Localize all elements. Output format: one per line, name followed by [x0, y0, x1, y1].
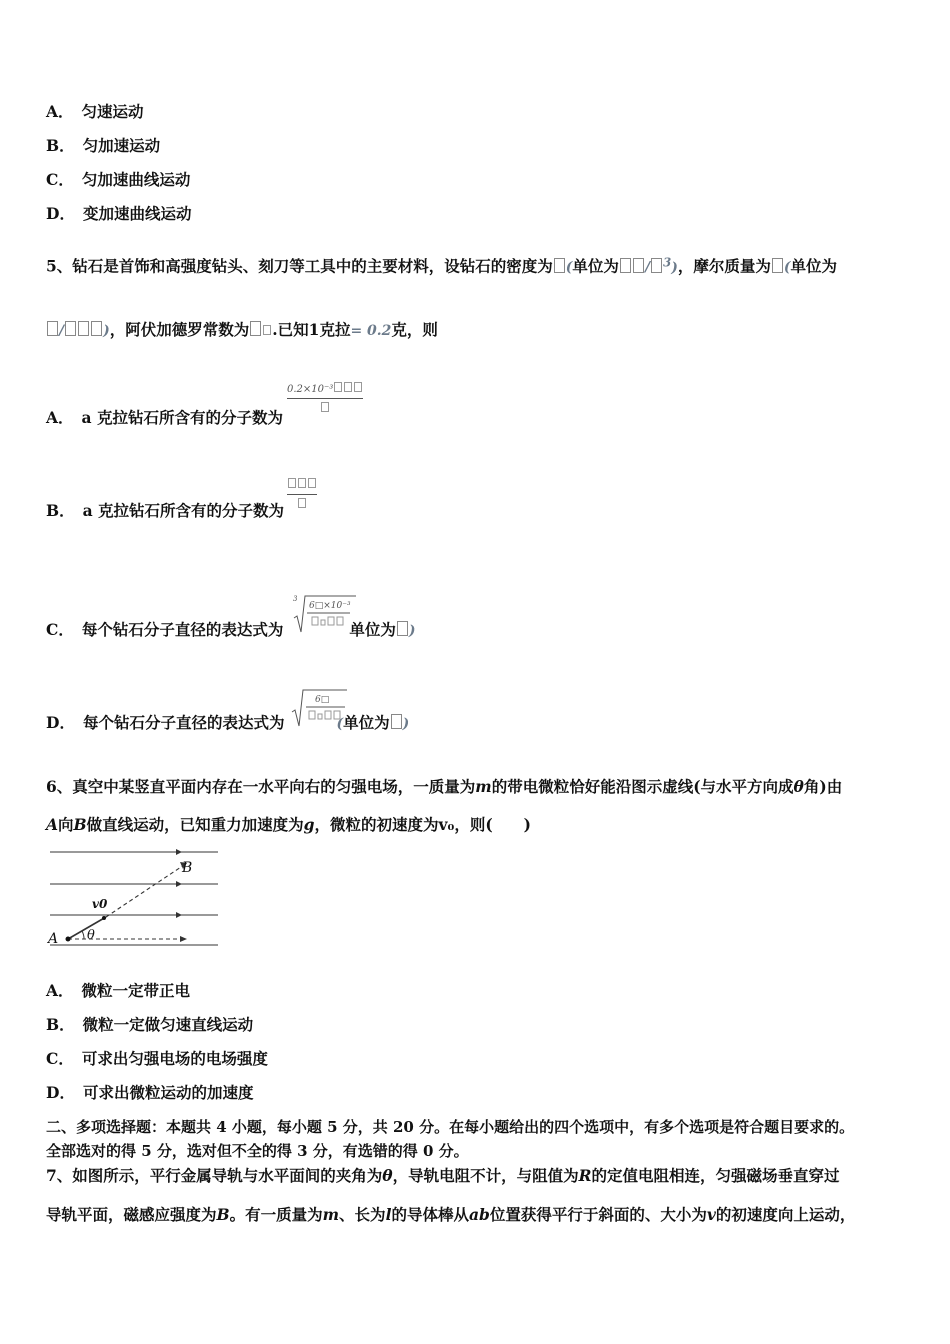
unit-symbol-icon — [651, 258, 662, 273]
q7-stem-line1 — [46, 1166, 840, 1186]
unit-symbol-icon — [65, 321, 76, 336]
q7-text: 导轨平面，磁感应强度为 — [46, 1205, 217, 1224]
label-a: A — [48, 931, 59, 947]
formula-a-fraction — [287, 382, 363, 415]
option-letter: D． — [46, 204, 75, 223]
formula-numerator: 6□ — [315, 695, 330, 705]
option-letter: C． — [46, 170, 74, 189]
q4-option-d — [46, 204, 191, 224]
q6-option-d — [46, 1083, 253, 1103]
var-v: v — [706, 1205, 716, 1224]
q7-text: 的初速度向上运动， — [715, 1205, 856, 1224]
q6-text: 的带电微粒恰好能沿图示虚线(与水平方向成 — [491, 777, 794, 796]
var-theta: θ — [793, 777, 804, 796]
var-b: B — [216, 1205, 230, 1224]
dashed-path-line — [106, 865, 184, 917]
q7-text: 、长为 — [339, 1205, 386, 1224]
electric-field-diagram — [46, 846, 221, 952]
option-letter: A． — [46, 408, 74, 427]
option-letter: A． — [46, 102, 74, 121]
sqrt-formula-d — [291, 686, 349, 730]
q5-text: ，摩尔质量为 — [677, 256, 771, 276]
carat-value: = 0.2 — [350, 323, 392, 339]
q6-option-c — [46, 1049, 268, 1069]
q5-text: 单位为 — [790, 256, 837, 276]
option-letter: D． — [46, 713, 75, 732]
unit-symbol-icon — [78, 321, 89, 336]
var-v0: v₀ — [438, 815, 455, 834]
unit-symbol-icon — [91, 321, 102, 336]
option-letter: B． — [46, 136, 75, 155]
q7-text: ，导轨电阻不计，与阻值为 — [392, 1166, 579, 1185]
q5-text: ，阿伏加德罗常数为 — [109, 320, 250, 339]
q6-text: 做直线运动，已知重力加速度为 — [86, 815, 304, 834]
option-letter: B． — [46, 1015, 75, 1034]
q7-text: 7、如图所示，平行金属导轨与水平面间的夹角为 — [46, 1166, 383, 1185]
q5-option-d: D． 每个钻石分子直径的表达式为 (单位为 ) — [46, 713, 410, 732]
var-l: l — [385, 1205, 392, 1224]
q7-text: 的导体棒从 — [391, 1205, 469, 1224]
section2-heading-line1: 二、多项选择题：本题共 4 小题，每小题 5 分，共 20 分。在每小题给出的四个选项中，有多个选项是符合题目要求的。 — [46, 1118, 855, 1136]
unit-symbol-icon — [397, 621, 408, 636]
q5-option-b — [46, 501, 284, 521]
unit-symbol-icon — [391, 714, 402, 729]
q5-option-c: C． 每个钻石分子直径的表达式为 单位为 ) — [46, 620, 416, 639]
option-unit-text: 单位为 — [343, 713, 390, 732]
option-text: 匀加速曲线运动 — [81, 170, 191, 189]
label-b: B — [182, 860, 193, 876]
q6-stem-line2 — [46, 815, 531, 835]
cube-root-formula-c — [292, 592, 358, 636]
q6-option-b — [46, 1015, 253, 1035]
option-letter: C． — [46, 1049, 74, 1068]
unit-symbol-icon — [633, 258, 644, 273]
formula-numerator: 6□×10⁻³ — [309, 601, 351, 611]
reference-arrow-icon — [180, 936, 187, 942]
unit-symbol-icon — [47, 321, 58, 336]
var-b: B — [73, 815, 87, 834]
var-theta: θ — [382, 1166, 393, 1185]
q7-text: 位置获得平行于斜面的、大小为 — [489, 1205, 707, 1224]
q4-option-c — [46, 170, 190, 190]
q7-text: 。有一质量为 — [229, 1205, 323, 1224]
q5-stem-line1: 5、钻石是首饰和高强度钻头、刻刀等工具中的主要材料，设钻石的密度为 (单位为 / $^3$)，摩尔质量为 (单位为 — [46, 255, 837, 276]
option-text: 匀加速运动 — [82, 136, 161, 155]
q5-text: 单位为 — [572, 256, 619, 276]
label-theta: θ — [87, 928, 95, 943]
na-symbol-icon — [250, 321, 261, 336]
option-text: 微粒一定做匀速直线运动 — [82, 1015, 254, 1034]
option-letter: B． — [46, 501, 75, 520]
option-text: 每个钻石分子直径的表达式为 — [82, 713, 285, 732]
q4-option-a — [46, 102, 144, 122]
angle-arc — [82, 931, 84, 939]
section2-heading-line2: 全部选对的得 5 分，选对但不全的得 3 分，有选错的得 0 分。 — [46, 1142, 469, 1160]
option-text: 微粒一定带正电 — [81, 981, 191, 1000]
subscript-symbol-icon — [263, 325, 271, 335]
q6-option-a — [46, 981, 190, 1001]
var-m: m — [475, 777, 492, 796]
option-text: a 克拉钻石所含有的分子数为 — [82, 501, 285, 520]
svg-text:3: 3 — [293, 595, 298, 603]
unit-symbol-icon — [620, 258, 631, 273]
label-v0: v0 — [92, 897, 108, 911]
option-letter: C． — [46, 620, 74, 639]
q6-stem-line1 — [46, 777, 842, 797]
option-text: 可求出微粒运动的加速度 — [82, 1083, 254, 1102]
var-a: A — [46, 815, 59, 834]
option-text: 可求出匀强电场的电场强度 — [81, 1049, 268, 1068]
q7-stem-line2 — [46, 1205, 855, 1225]
option-letter: D． — [46, 1083, 75, 1102]
q4-option-b — [46, 136, 160, 156]
q6-text: ，微粒的初速度为 — [314, 815, 439, 834]
q5-text: .已知1克拉 — [272, 320, 351, 339]
point-a-dot — [66, 937, 71, 942]
option-text: 每个钻石分子直径的表达式为 — [81, 620, 284, 639]
q7-text: 的定值电阻相连，匀强磁场垂直穿过 — [591, 1166, 840, 1185]
option-text: 匀速运动 — [81, 102, 144, 121]
option-unit-text: 单位为 — [349, 620, 396, 639]
formula-b-fraction — [287, 478, 317, 511]
particle-dot — [102, 916, 106, 920]
var-r: R — [578, 1166, 592, 1185]
q6-text: 角)由 — [803, 777, 843, 796]
rho-symbol-icon — [554, 258, 565, 273]
q5-text: 5、钻石是首饰和高强度钻头、刻刀等工具中的主要材料，设钻石的密度为 — [46, 256, 553, 276]
formula-numerator: 0.2×10⁻³ — [287, 384, 334, 395]
option-letter: A． — [46, 981, 74, 1000]
q6-text: 6、真空中某竖直平面内存在一水平向右的匀强电场，一质量为 — [46, 777, 476, 796]
option-text: 变加速曲线运动 — [82, 204, 192, 223]
q5-text: 克，则 — [391, 320, 438, 339]
var-g: g — [303, 815, 315, 834]
var-ab: ab — [468, 1205, 490, 1224]
var-m: m — [322, 1205, 340, 1224]
q5-stem-line2: / )，阿伏加德罗常数为 .已知1克拉= 0.2克，则 — [46, 320, 438, 341]
q5-option-a — [46, 408, 283, 428]
q6-text: ，则( ) — [454, 815, 531, 834]
option-text: a 克拉钻石所含有的分子数为 — [81, 408, 283, 427]
m-symbol-icon — [772, 258, 783, 273]
q6-text: 向 — [58, 815, 74, 834]
